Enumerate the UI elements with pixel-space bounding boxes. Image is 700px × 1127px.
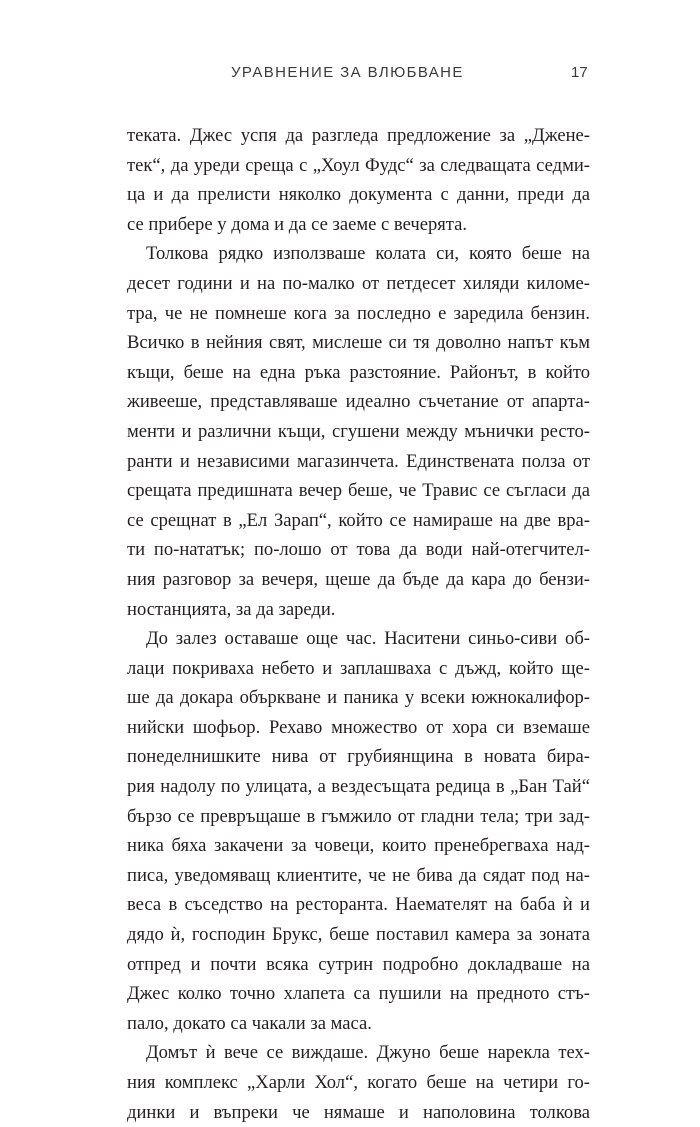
paragraph-start-line: Домът ѝ вече се виждаше. Джуно беше нарекла тех-: [146, 1042, 590, 1064]
body-text: [127, 121, 590, 1127]
text-line: отпред и почти всяка сутрин подробно докладваше на: [127, 953, 590, 975]
text-line: ника бяха закачени за човеци, които пренебрегваха над-: [127, 835, 590, 857]
text-line: тек“, да уреди среща с „Хоул Фудс“ за следващата седми-: [127, 154, 590, 176]
text-line: ти по-нататък; по-лошо от това да води най-отегчител-: [127, 539, 590, 561]
text-line: срещата предишната вечер беше, че Травис се съгласи да: [127, 480, 590, 502]
text-line: тра, че не помнеше кога за последно е заредила бензин.: [127, 302, 590, 324]
paragraph-start-line: До залез оставаше още час. Наситени синьо-сиви об-: [146, 628, 590, 650]
text-line: менти и различни къщи, сгушени между мънички ресто-: [127, 420, 590, 442]
text-line: писа, уведомяващ клиентите, че не бива да сядат под на-: [127, 864, 590, 886]
text-line: ностанцията, за да зареди.: [127, 598, 336, 620]
running-header: [0, 64, 700, 88]
text-line: се срещнат в „Ел Зарап“, който се намираше на две вра-: [127, 509, 590, 531]
text-line: теката. Джес успя да разгледа предложение за „Дженe-: [127, 125, 590, 146]
text-line: динки и въпреки че нямаше и наполовина толкова: [127, 1101, 590, 1123]
text-line: рия надолу по улицата, а вездесъщата редица в „Бан Тай“: [127, 776, 590, 798]
text-line: бързо се превръщаше в гъмжило от гладни тела; три зад-: [127, 805, 590, 827]
text-line: пало, докато са чакали за маса.: [127, 1012, 372, 1034]
text-line: Джес колко точно хлапета са пушили на предното стъ-: [127, 983, 590, 1005]
text-line: понеделнишките нива от грубиянщина в новата бира-: [127, 746, 590, 768]
page-number: 17: [571, 64, 588, 81]
text-line: ния разговор за вечеря, щеше да бъде да кара до бензи-: [127, 568, 590, 590]
text-line: къщи, беше на една ръка разстояние. Районът, в който: [127, 361, 590, 383]
text-line: лаци покриваха небето и заплашваха с дъжд, който ще-: [127, 657, 590, 679]
text-line: дядо ѝ, господин Брукс, беше поставил камера за зоната: [127, 924, 590, 946]
text-line: нийски шофьор. Рехаво множество от хора си вземаше: [127, 716, 590, 738]
text-line: живееше, представляваше идеално съчетание от апарта-: [127, 391, 590, 413]
text-line: веса в съседство на ресторанта. Наемателят на баба ѝ и: [127, 894, 590, 916]
text-line: Всичко в нейния свят, мислеше си тя доволно напът към: [127, 332, 590, 354]
paragraph-start-line: Толкова рядко използваше колата си, която беше на: [146, 243, 590, 265]
text-line: ния комплекс „Харли Хол“, когато беше на четири го-: [127, 1072, 590, 1093]
text-line: десет години и на по-малко от петдесет хиляди киломе-: [127, 272, 590, 294]
running-title: УРАВНЕНИЕ ЗА ВЛЮБВАНЕ: [231, 64, 464, 81]
text-line: ца и да прелисти няколко документа с данни, преди да: [127, 184, 590, 206]
text-line: се прибере у дома и да се заеме с вечерята.: [127, 213, 468, 235]
text-line: ранти и независими магазинчета. Единствената полза от: [127, 450, 590, 472]
text-line: ше да докара объркване и паника у всеки южнокалифор-: [127, 687, 590, 709]
